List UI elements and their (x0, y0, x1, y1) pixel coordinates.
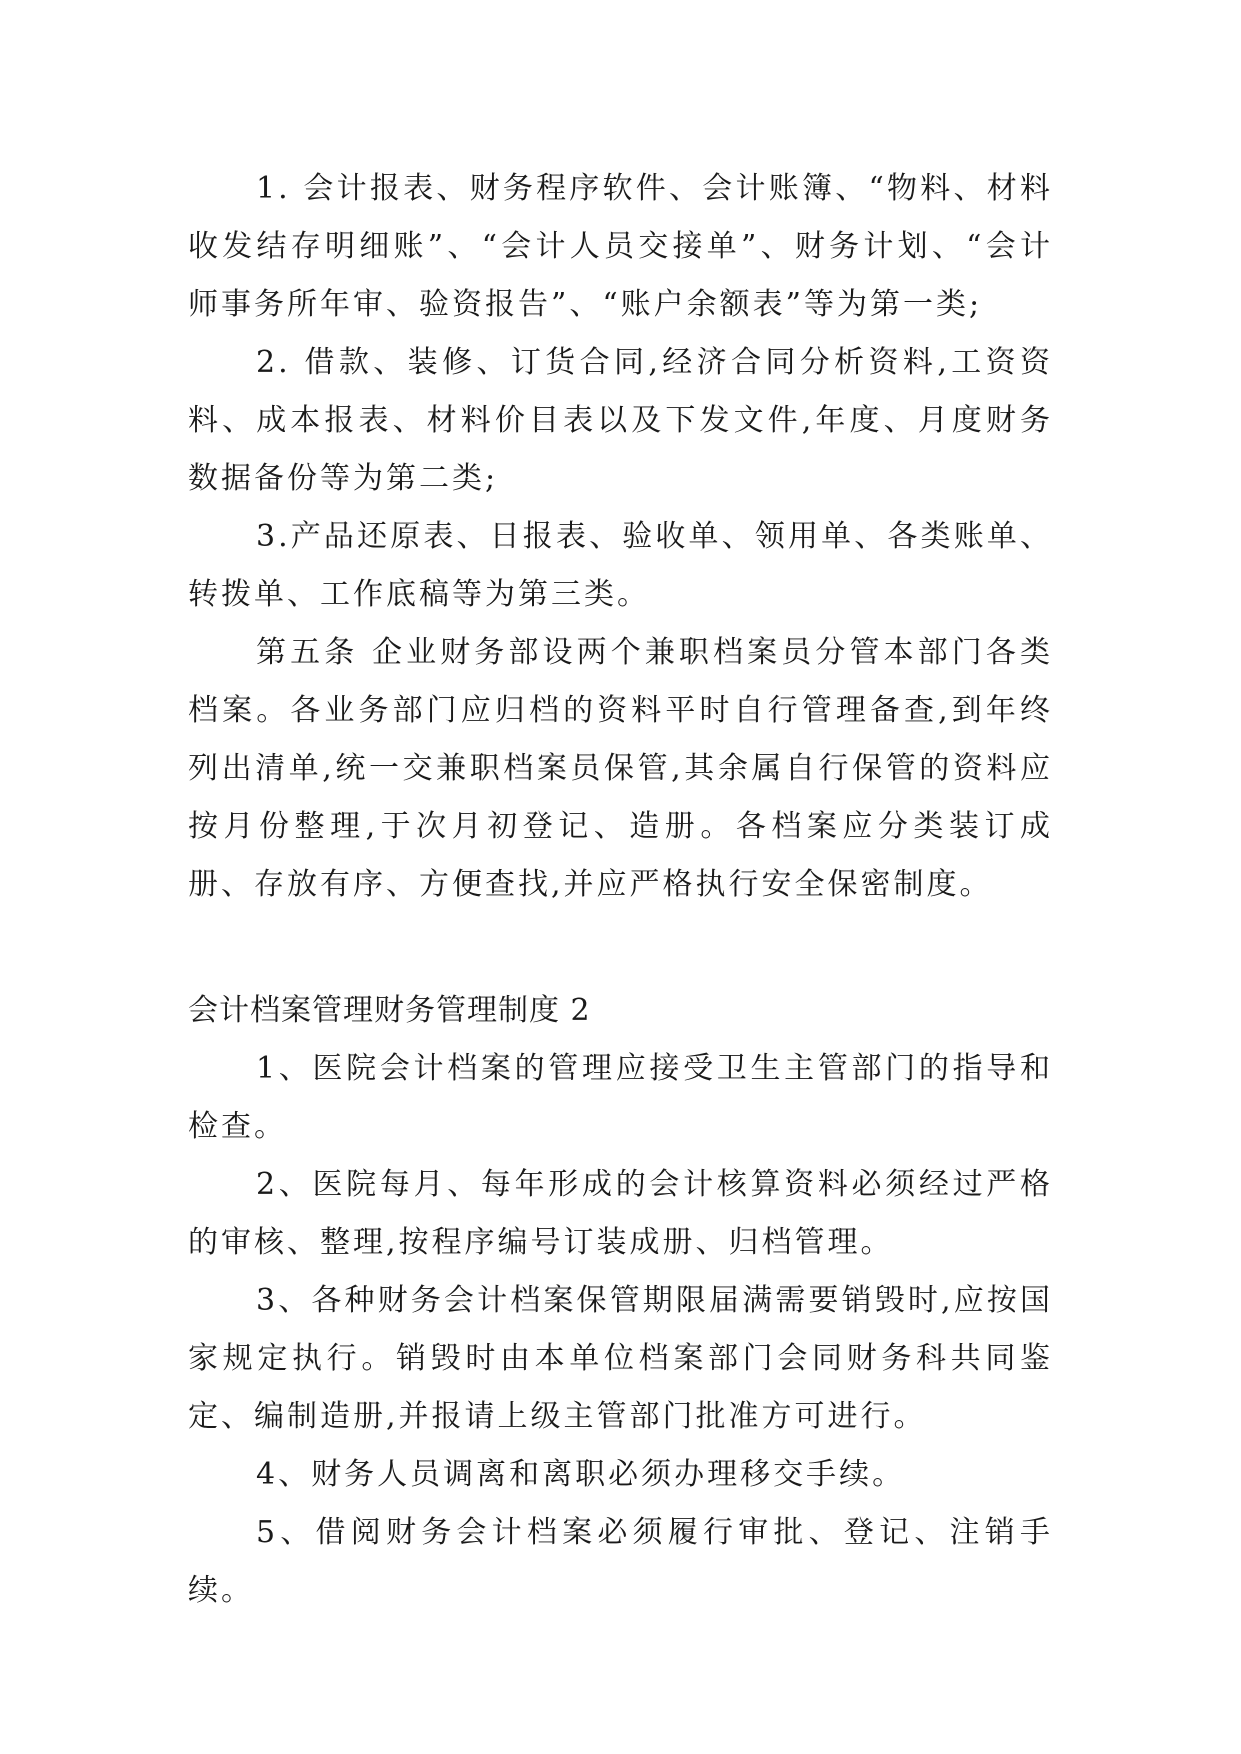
paragraph-rule-1: 1、医院会计档案的管理应接受卫生主管部门的指导和检查。 (188, 1051, 1053, 1144)
document-body (188, 160, 1053, 1620)
paragraph-rule-4: 4、财务人员调离和离职必须办理移交手续。 (256, 1457, 906, 1492)
paragraph-article-5: 第五条 企业财务部设两个兼职档案员分管本部门各类档案。各业务部门应归档的资料平时自行管理备查,到年终列出清单,统一交兼职档案员保管,其余属自行保管的资料应按月份整理,于次月初登记、造册。各档案应分类装订成册、存放有序、方便查找,并应严格执行安全保密制度。 (188, 635, 1053, 902)
paragraph-rule-3: 3、各种财务会计档案保管期限届满需要销毁时,应按国家规定执行。销毁时由本单位档案部门会同财务科共同鉴定、编制造册,并报请上级主管部门批准方可进行。 (188, 1283, 1053, 1434)
paragraph-item-3: 3.产品还原表、日报表、验收单、领用单、各类账单、转拨单、工作底稿等为第三类。 (188, 519, 1053, 612)
paragraph-rule-5: 5、借阅财务会计档案必须履行审批、登记、注销手续。 (188, 1515, 1053, 1608)
paragraph-rule-2: 2、医院每月、每年形成的会计核算资料必须经过严格的审核、整理,按程序编号订装成册、归档管理。 (188, 1167, 1053, 1260)
section-title: 会计档案管理财务管理制度 2 (188, 993, 591, 1028)
paragraph-item-2: 2. 借款、装修、订货合同,经济合同分析资料,工资资料、成本报表、材料价目表以及下发文件,年度、月度财务数据备份等为第二类; (188, 345, 1053, 496)
paragraph-item-1: 1. 会计报表、财务程序软件、会计账簿、“物料、材料收发结存明细账”、“会计人员交接单”、财务计划、“会计师事务所年审、验资报告”、“账户余额表”等为第一类; (188, 171, 1053, 322)
